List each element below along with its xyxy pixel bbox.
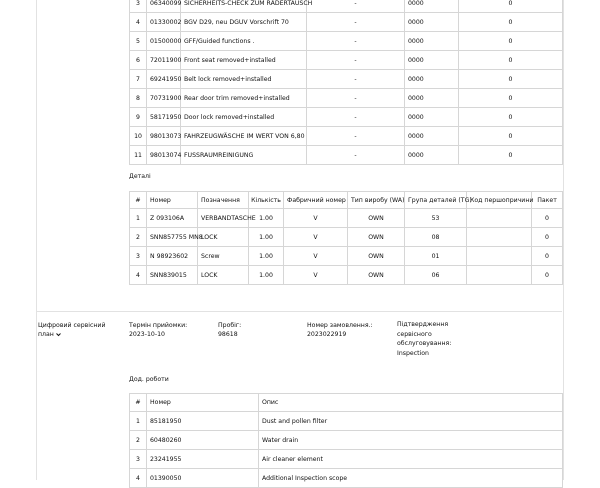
table-row: [130, 127, 563, 146]
operation-quantity: -: [307, 0, 405, 13]
part-number: SNN857755 MN8: [147, 228, 198, 247]
operation-quantity: -: [307, 127, 405, 146]
operation-code: 72011900: [147, 51, 181, 70]
section-divider: [37, 311, 562, 312]
operation-package: 0: [459, 51, 563, 70]
confirm-value: Inspection: [397, 349, 429, 357]
service-plan-label: Цифровий сервісний план: [38, 322, 106, 338]
operation-code: 58171950: [147, 108, 181, 127]
work-index: 4: [130, 469, 147, 488]
row-number: 7: [130, 70, 147, 89]
part-cause-code: [467, 209, 532, 228]
table-row: [130, 108, 563, 127]
part-group: 53: [405, 209, 467, 228]
part-factory-number: V: [284, 266, 348, 285]
part-group: 06: [405, 266, 467, 285]
table-row: [130, 266, 563, 285]
part-index: 2: [130, 228, 147, 247]
mileage-field: [218, 321, 241, 339]
deadline-value: 2023-10-10: [129, 331, 165, 338]
row-number: 10: [130, 127, 147, 146]
operation-package: 0: [459, 13, 563, 32]
operation-value: 0000: [405, 13, 459, 32]
part-factory-number: V: [284, 247, 348, 266]
col-parts-group: Група деталей (TG): [405, 192, 467, 209]
operations-table: [129, 0, 563, 165]
part-designation: VERBANDTASCHE: [198, 209, 249, 228]
part-index: 3: [130, 247, 147, 266]
operation-quantity: -: [307, 51, 405, 70]
operation-value: 0000: [405, 108, 459, 127]
order-label: Номер замовлення.:: [307, 322, 373, 329]
confirm-label: Підтвердження сервісного обслуговування:: [397, 321, 452, 347]
part-package: 0: [532, 247, 563, 266]
extra-work-table: [129, 393, 563, 488]
operation-quantity: -: [307, 32, 405, 51]
part-cause-code: [467, 247, 532, 266]
work-index: 2: [130, 431, 147, 450]
col-designation: Позначення: [198, 192, 249, 209]
work-description: Additional Inspection scope: [259, 469, 563, 488]
part-number: SNN839015: [147, 266, 198, 285]
part-index: 4: [130, 266, 147, 285]
operation-package: 0: [459, 108, 563, 127]
table-row: [130, 228, 563, 247]
table-row: [130, 32, 563, 51]
part-package: 0: [532, 209, 563, 228]
operation-quantity: -: [307, 70, 405, 89]
table-row: [130, 70, 563, 89]
table-row: [130, 450, 563, 469]
table-row: [130, 469, 563, 488]
col-description: Опис: [259, 394, 563, 412]
work-description: Dust and pollen filter: [259, 412, 563, 431]
part-designation: LOCK: [198, 228, 249, 247]
operation-quantity: -: [307, 89, 405, 108]
col-package: Пакет: [532, 192, 563, 209]
row-number: 6: [130, 51, 147, 70]
deadline-field: [129, 321, 187, 339]
row-number: 4: [130, 13, 147, 32]
part-product-type: OWN: [348, 247, 405, 266]
operation-code: 06340099: [147, 0, 181, 13]
col-index: #: [130, 192, 147, 209]
table-row: [130, 247, 563, 266]
operation-code: 01330002: [147, 13, 181, 32]
work-index: 3: [130, 450, 147, 469]
row-number: 5: [130, 32, 147, 51]
right-border: [563, 0, 564, 480]
work-description: Water drain: [259, 431, 563, 450]
operation-description: GFF/Guided functions .: [181, 32, 307, 51]
operation-description: FUSSRAUMREINIGUNG: [181, 146, 307, 165]
operation-value: 0000: [405, 32, 459, 51]
operation-code: 01500000: [147, 32, 181, 51]
work-number: 85181950: [147, 412, 259, 431]
part-product-type: OWN: [348, 228, 405, 247]
part-quantity: 1.00: [249, 209, 284, 228]
work-number: 23241955: [147, 450, 259, 469]
part-quantity: 1.00: [249, 266, 284, 285]
part-package: 0: [532, 228, 563, 247]
table-row: [130, 209, 563, 228]
part-group: 01: [405, 247, 467, 266]
chevron-down-icon: [56, 332, 61, 337]
row-number: 9: [130, 108, 147, 127]
row-number: 8: [130, 89, 147, 108]
table-row: [130, 13, 563, 32]
part-factory-number: V: [284, 228, 348, 247]
operation-package: 0: [459, 127, 563, 146]
table-row: [130, 146, 563, 165]
part-factory-number: V: [284, 209, 348, 228]
operation-description: FAHRZEUGWÄSCHE IM WERT VON 6,80: [181, 127, 307, 146]
operation-value: 0000: [405, 127, 459, 146]
order-field: [307, 321, 373, 339]
table-row: [130, 89, 563, 108]
operation-description: Belt lock removed+installed: [181, 70, 307, 89]
work-index: 1: [130, 412, 147, 431]
operation-code: 70731900: [147, 89, 181, 108]
col-cause-code: Код першопричини: [467, 192, 532, 209]
operation-code: 69241950: [147, 70, 181, 89]
operation-description: BGV D29, neu DGUV Vorschrift 70: [181, 13, 307, 32]
table-row: [130, 51, 563, 70]
operation-package: 0: [459, 70, 563, 89]
operation-description: Door lock removed+installed: [181, 108, 307, 127]
operation-value: 0000: [405, 146, 459, 165]
operation-description: Front seat removed+installed: [181, 51, 307, 70]
operation-value: 0000: [405, 89, 459, 108]
part-number: Z 093106A: [147, 209, 198, 228]
operation-package: 0: [459, 32, 563, 51]
col-index: #: [130, 394, 147, 412]
part-number: N 98923602: [147, 247, 198, 266]
operation-quantity: -: [307, 108, 405, 127]
operation-description: SICHERHEITS-CHECK ZUM RÄDERTAUSCH: [181, 0, 307, 13]
row-number: 11: [130, 146, 147, 165]
part-product-type: OWN: [348, 266, 405, 285]
operation-quantity: -: [307, 13, 405, 32]
mileage-value: 98618: [218, 331, 238, 338]
operation-package: 0: [459, 0, 563, 13]
left-border: [36, 0, 37, 480]
col-quantity: Кількість: [249, 192, 284, 209]
operation-package: 0: [459, 89, 563, 108]
col-product-type: Тип виробу (WA): [348, 192, 405, 209]
deadline-label: Термін прийомки:: [129, 322, 188, 329]
confirm-field: [397, 320, 477, 358]
operation-code: 98013074: [147, 146, 181, 165]
table-row: [130, 0, 563, 13]
part-group: 08: [405, 228, 467, 247]
part-cause-code: [467, 266, 532, 285]
table-row: [130, 412, 563, 431]
part-index: 1: [130, 209, 147, 228]
part-quantity: 1.00: [249, 228, 284, 247]
mileage-label: Пробіг:: [218, 322, 242, 329]
work-description: Air cleaner element: [259, 450, 563, 469]
part-product-type: OWN: [348, 209, 405, 228]
part-designation: Screw: [198, 247, 249, 266]
service-plan-toggle[interactable]: [38, 321, 118, 339]
col-number: Номер: [147, 192, 198, 209]
work-number: 60480260: [147, 431, 259, 450]
operation-quantity: -: [307, 146, 405, 165]
order-value: 2023022919: [307, 331, 347, 338]
part-package: 0: [532, 266, 563, 285]
operation-value: 0000: [405, 70, 459, 89]
part-quantity: 1.00: [249, 247, 284, 266]
operation-description: Rear door trim removed+installed: [181, 89, 307, 108]
part-designation: LOCK: [198, 266, 249, 285]
operation-package: 0: [459, 146, 563, 165]
row-number: 3: [130, 0, 147, 13]
col-factory-number: Фабричний номер: [284, 192, 348, 209]
operation-code: 98013073: [147, 127, 181, 146]
extra-work-title: Дод. роботи: [129, 376, 169, 383]
parts-title: Деталі: [129, 173, 151, 180]
work-number: 01390050: [147, 469, 259, 488]
part-cause-code: [467, 228, 532, 247]
operation-value: 0000: [405, 51, 459, 70]
operation-value: 0000: [405, 0, 459, 13]
table-row: [130, 431, 563, 450]
col-number: Номер: [147, 394, 259, 412]
parts-table: [129, 191, 563, 285]
